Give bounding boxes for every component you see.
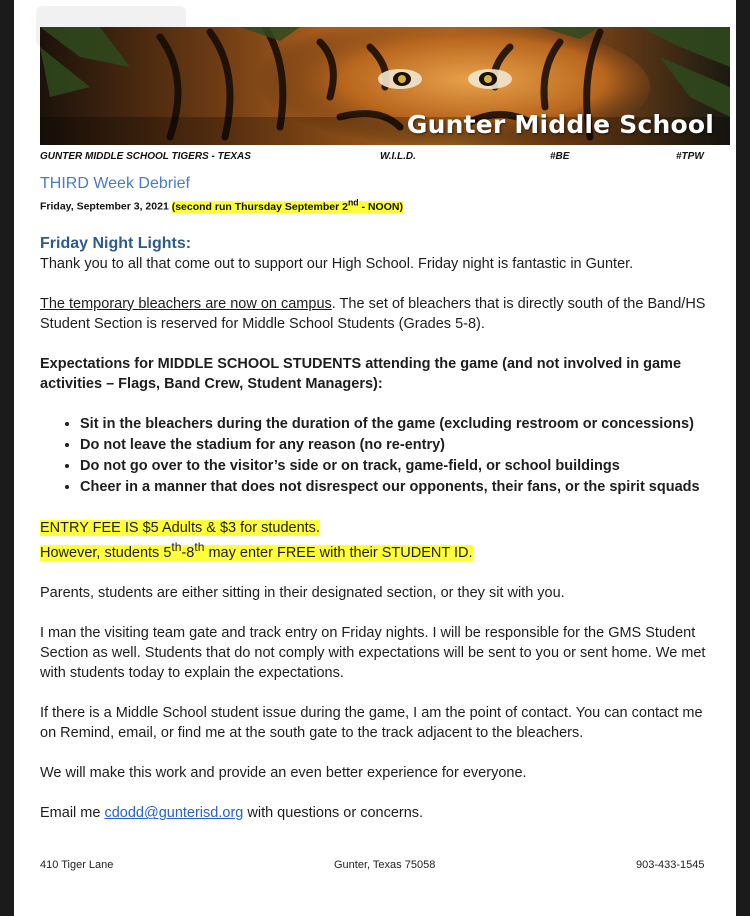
section-heading: Friday Night Lights: — [40, 234, 192, 252]
expectations-list — [40, 414, 720, 498]
gate-paragraph: I man the visiting team gate and track entry on Friday nights. I will be responsible for the GMS Student Section as well. Students that do not comply with expectations will be sent to you or sent home. We met with students today to explain the expectations. — [40, 625, 706, 682]
parents-paragraph: Parents, students are either sitting in their designated section, or they sit with you. — [40, 585, 565, 602]
second-run-text: (second run Thursday September 2 — [171, 200, 348, 213]
free-entry-line — [40, 538, 720, 564]
header-topline — [40, 151, 710, 165]
footer-address: 410 Tiger Lane — [40, 859, 114, 871]
header-banner — [40, 27, 730, 145]
bleachers-rest: . The set of bleachers that is directly south of the Band/HS Student Section is reserved for Middle School Students (Grades 5-8). — [40, 295, 706, 332]
date-text: Friday, September 3, 2021 — [40, 200, 169, 213]
document-page — [14, 0, 736, 916]
wild-label: W.I.L.D. — [380, 151, 416, 162]
free-mid: -8 — [181, 545, 195, 562]
second-run-end: - NOON) — [358, 200, 403, 213]
thanks-paragraph: Thank you to all that come out to support our High School. Friday night is fantastic in Gunter. — [40, 255, 634, 272]
free-post: may enter FREE with their STUDENT ID. — [204, 545, 473, 562]
entry-fee-line — [40, 518, 720, 538]
school-tigers-label: GUNTER MIDDLE SCHOOL TIGERS - TEXAS — [40, 151, 251, 162]
email-post: with questions or concerns. — [243, 805, 424, 822]
bleachers-underlined: The temporary bleachers are now on campus — [40, 295, 332, 312]
footer-city: Gunter, Texas 75058 — [334, 859, 436, 871]
email-paragraph — [40, 803, 720, 823]
list-item: • Cheer in a manner that does not disrespect our opponents, their fans, or the spirit squads — [80, 477, 720, 498]
tpw-hashtag: #TPW — [676, 151, 704, 162]
bleachers-paragraph — [40, 294, 720, 334]
work-paragraph: We will make this work and provide an even better experience for everyone. — [40, 765, 527, 782]
list-item: • Do not go over to the visitor’s side or on track, game-field, or school buildings — [80, 456, 720, 477]
second-run-note — [171, 197, 403, 213]
expectations-intro: Expectations for MIDDLE SCHOOL STUDENTS attending the game (and not involved in game activities – Flags, Band Crew, Student Managers): — [40, 355, 682, 392]
list-item: • Sit in the bleachers during the duration of the game (excluding restroom or concessions) — [80, 414, 720, 435]
entry-fee-text: ENTRY FEE IS $5 Adults & $3 for students. — [40, 519, 320, 536]
second-run-sup: nd — [347, 197, 359, 207]
free-entry-text — [40, 540, 473, 562]
be-hashtag: #BE — [550, 151, 570, 162]
debrief-title: THIRD Week Debrief — [40, 175, 190, 192]
list-item: • Do not leave the stadium for any reason (no re-entry) — [80, 435, 720, 456]
footer-phone: 903-433-1545 — [636, 859, 705, 871]
free-sup-1: th — [171, 540, 182, 555]
date-line — [40, 195, 720, 214]
document-body — [40, 175, 720, 823]
document-footer — [40, 859, 712, 875]
email-link[interactable]: cdodd@gunterisd.org — [104, 805, 244, 822]
school-name-title: Gunter Middle School — [406, 110, 714, 139]
contact-paragraph: If there is a Middle School student issue during the game, I am the point of contact. You can contact me on Remind, email, or find me at the south gate to the track adjacent to the bleachers. — [40, 705, 703, 742]
free-sup-2: th — [194, 540, 205, 555]
email-pre: Email me — [40, 805, 105, 822]
free-pre: However, students 5 — [40, 545, 172, 562]
